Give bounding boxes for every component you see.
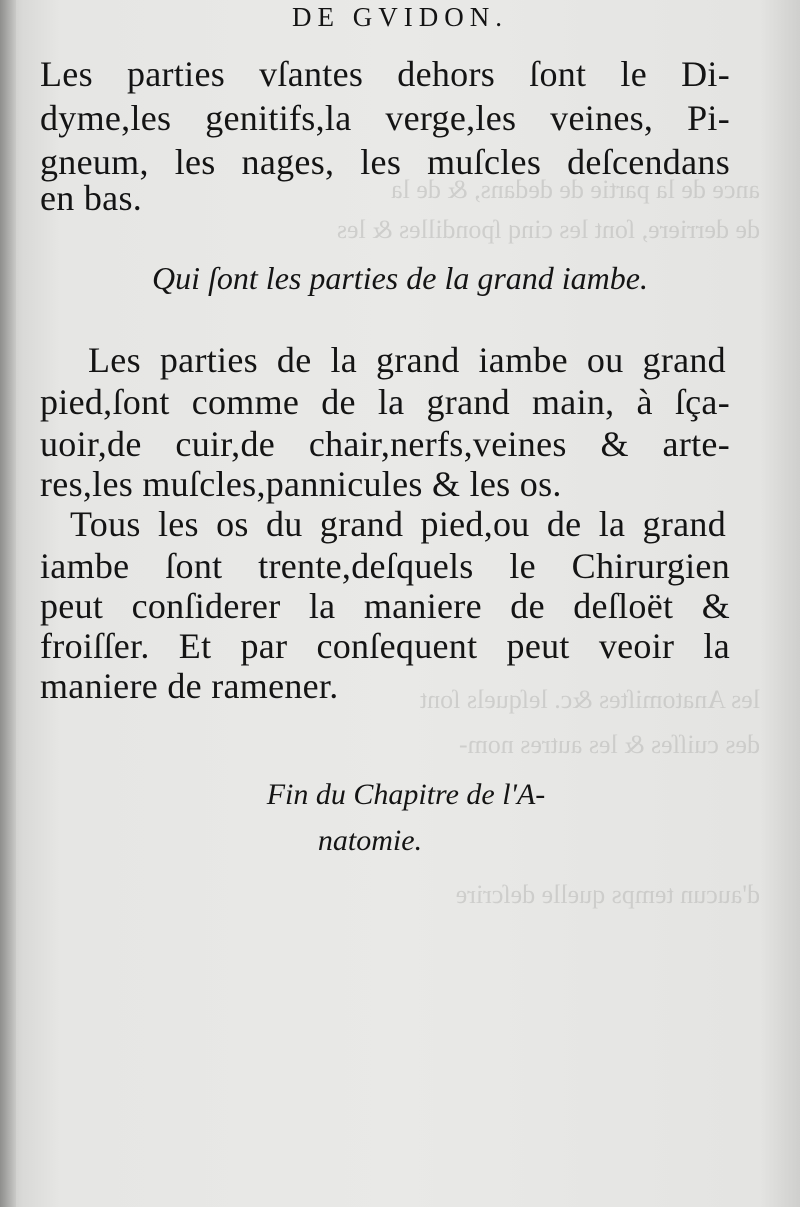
show-through-text: des cuiſſes & les autres nom- (458, 730, 760, 759)
text-line: pied,ſont comme de la grand main, à ſça- (40, 382, 730, 422)
colophon-line: Fin du Chapitre de l'A- (266, 778, 546, 811)
text-line: dyme,les genitifs,la verge,les veines, Pi- (40, 98, 730, 138)
show-through-text: d'aucun temps quelle deſcrire (455, 880, 760, 909)
text-line: Les parties vſantes dehors ſont le Di- (40, 54, 730, 94)
text-line: Tous les os du grand pied,ou de la grand (70, 504, 726, 544)
text-line: gneum, les nages, les muſcles deſcendans (40, 142, 730, 182)
show-through-text: ance de la partie de dedans, & de la (391, 175, 760, 204)
text-line: en bas. (40, 178, 143, 218)
page-gutter (0, 0, 16, 1207)
section-heading: Qui ſont les parties de la grand iambe. (152, 260, 648, 296)
text-line: iambe ſont trente,deſquels le Chirurgien (40, 546, 730, 586)
text-line: res,les muſcles,pannicules & les os. (40, 464, 562, 504)
text-line: uoir,de cuir,de chair,nerfs,veines & arte- (40, 424, 730, 464)
colophon-line: natomie. (317, 824, 423, 857)
show-through-text: de derriere, ſont les cinq ſpondilles & les (336, 215, 760, 244)
text-line: froiſſer. Et par conſequent peut veoir la (40, 626, 730, 666)
text-line: peut conſiderer la maniere de deſloët & (40, 586, 730, 626)
running-head: DE GVIDON. (292, 2, 508, 32)
show-through-text: les Anatomiſtes &c. leſquels ſont (419, 685, 760, 714)
text-line: maniere de ramener. (40, 666, 339, 706)
text-line: Les parties de la grand iambe ou grand (88, 340, 726, 380)
